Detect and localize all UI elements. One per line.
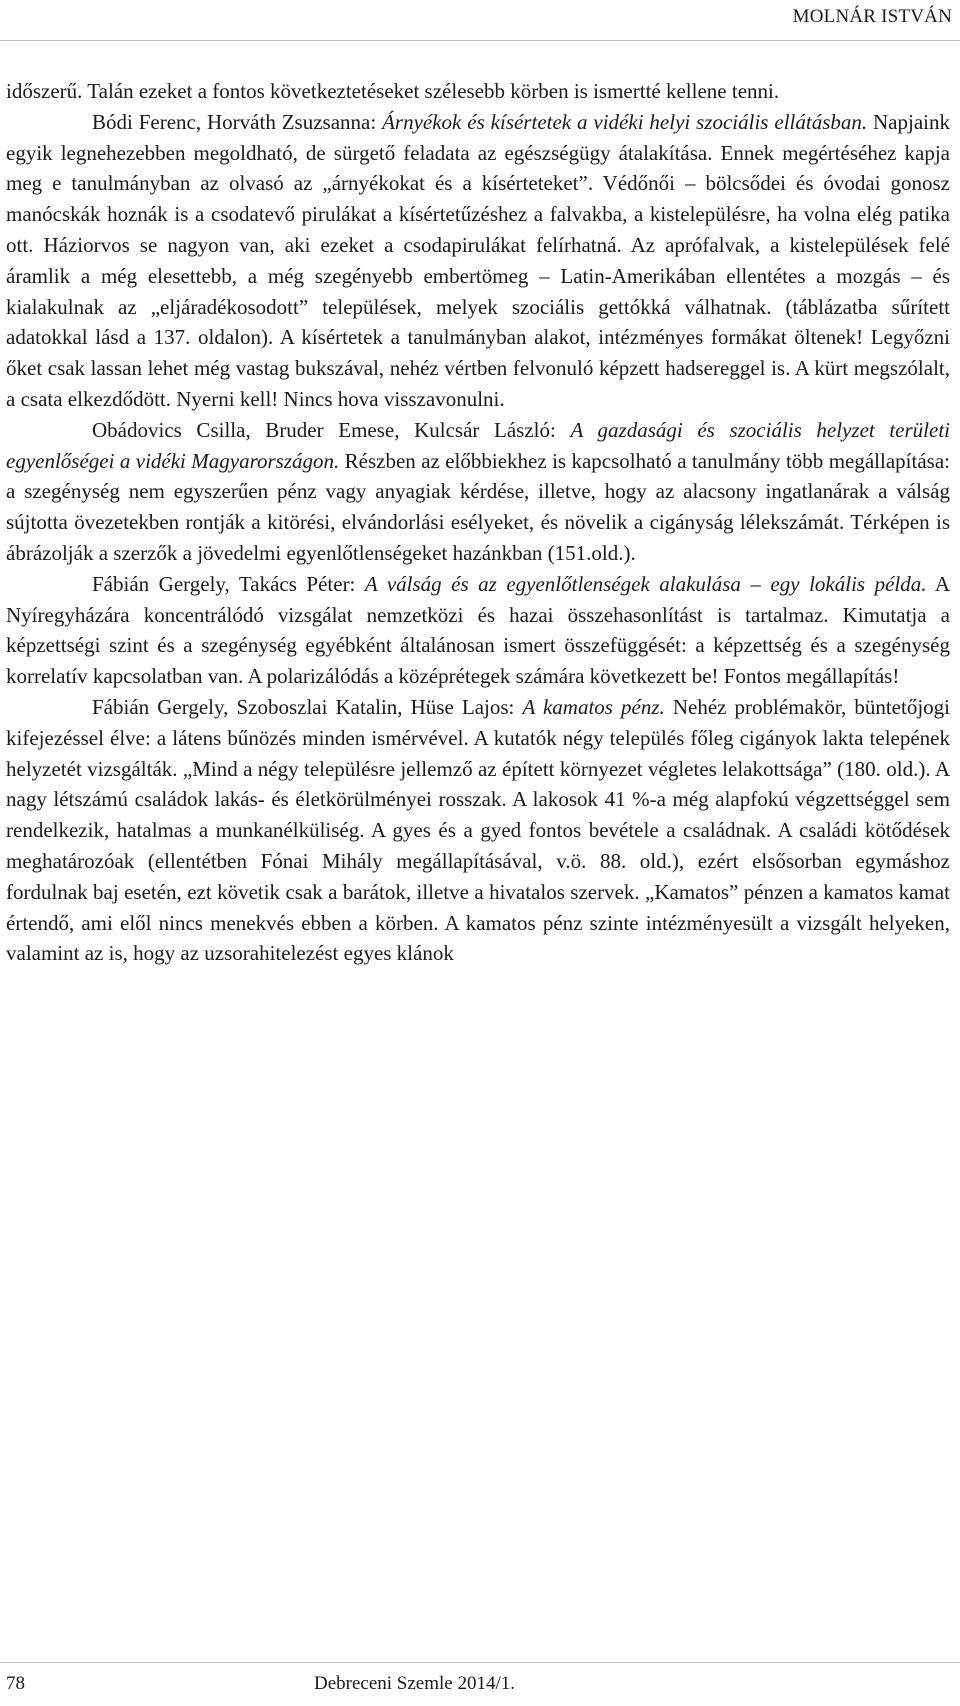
running-head-author: MOLNÁR ISTVÁN xyxy=(792,6,952,27)
italic-title: Árnyékok és kísértetek a vidéki helyi szociális ellátásban. xyxy=(382,109,868,134)
paragraph-text: Nehéz problémakör, büntetőjogi kifejezéssel élve: a látens bűnözés minden ismérvével. A kutatók négy település főleg cigányok lakta telepének helyzetét vizsgálták. „Mind a négy településre jellemző az épített környezet végletes lelakottsága” (180. old.). A nagy létszámú családok lakás- és életkörülményei rosszak. A lakosok 41 %-a még alapfokú végzettséggel sem rendelkezik, hatalmas a munkanélküliség. A gyes és a gyed fontos bevétele a családnak. A családi kötődések meghatározóak (ellentétben Fónai Mihály megállapításával, v.ö. 88. old.), ezért elsősorban egymáshoz fordulnak baj esetén, ezt követik csak a barátok, illetve a hivatalos szervek. „Kamatos” pénzen a kamatos kamat értendő, ami elől nincs menekvés ebben a körben. A kamatos pénz szinte intézményesült a vizsgált helyeken, valamint az is, hogy az uzsorahitelezést egyes klánok xyxy=(6,694,950,966)
footer-divider xyxy=(0,1662,960,1663)
article-body xyxy=(6,76,950,969)
paragraph-text: időszerű. Talán ezeket a fontos következtetéseket szélesebb körben is ismertté kellene tenni. xyxy=(6,79,780,103)
paragraph-text: Fábián Gergely, Szoboszlai Katalin, Hüse Lajos: xyxy=(92,694,523,719)
page-number: 78 xyxy=(6,1673,25,1694)
body-paragraph xyxy=(6,569,950,692)
journal-citation: Debreceni Szemle 2014/1. xyxy=(314,1673,516,1694)
italic-title: A gazdasági és szociális helyzet területi egyenlőségei a vidéki Magyarországon. xyxy=(6,417,950,473)
paragraph-text: Napjaink egyik legnehezebben megoldható, de sürgető feladata az egészségügy átalakítása. Ennek megértéséhez kapja meg e tanulmányban az olvasó az „árnyékokat és a kísérteteket”. Védőnői – bölcsődei és óvodai gonosz manócskák hoznák is a csodatevő pirulákat a kísértetűzéshez a falvakba, a kistelepülésre, ha volna elég patika ott. Háziorvos se nagyon van, aki ezeket a csodapirulákat felírhatná. Az aprófalvak, a kistelepülések felé áramlik a még elesettebb, a még szegényebb embertömeg – Latin-Amerikában ellentétes a mozgás – és kialakulnak az „eljáradékosodott” települések, melyek szociális gettókká válhatnak. (táblázatba sűrített adatokkal lásd a 137. oldalon). A kísértetek a tanulmányban alakot, intézményes formákat öltenek! Legyőzni őket csak lassan lehet még vastag bukszával, nehéz vértben felvonuló képzett hadsereggel is. A kürt megszólalt, a csata elkezdődött. Nyerni kell! Nincs hova visszavonulni. xyxy=(6,109,950,411)
page-header xyxy=(0,0,960,42)
paragraph-text: Bódi Ferenc, Horváth Zsuzsanna: xyxy=(92,109,383,134)
paragraph-text: Obádovics Csilla, Bruder Emese, Kulcsár László: xyxy=(92,417,571,442)
paragraph-text: Fábián Gergely, Takács Péter: xyxy=(92,571,365,596)
body-paragraph xyxy=(6,692,950,969)
paragraph-text: A Nyíregyházára koncentrálódó vizsgálat nemzetközi és hazai összehasonlítást is tartalmaz. Kimutatja a képzettségi szint és a szegénység egyébként általánosan ismert összefüggését: a képzettség és a szegénység korrelatív kapcsolatban van. A polarizálódás a középrétegek számára következett be! Fontos megállapítás! xyxy=(6,571,950,689)
body-paragraph xyxy=(6,107,950,415)
page-footer xyxy=(0,1673,960,1703)
body-paragraph xyxy=(6,415,950,569)
italic-title: A kamatos pénz. xyxy=(522,694,665,719)
italic-title: A válság és az egyenlőtlenségek alakulása – egy lokális példa. xyxy=(364,571,927,596)
header-divider xyxy=(0,40,960,41)
paragraph-text: Részben az előbbiekhez is kapcsolható a tanulmány több megállapítása: a szegénység nem egyszerűen pénz vagy anyagiak kérdése, illetve, hogy az alacsony ingatlanárak a válság sújtotta övezetekben rontják a kitörési, elvándorlási esélyeket, és növelik a cigányság lélekszámát. Térképen is ábrázolják a szerzők a jövedelmi egyenlőtlenségeket hazánkban (151.old.). xyxy=(6,448,950,565)
body-paragraph xyxy=(6,76,950,107)
